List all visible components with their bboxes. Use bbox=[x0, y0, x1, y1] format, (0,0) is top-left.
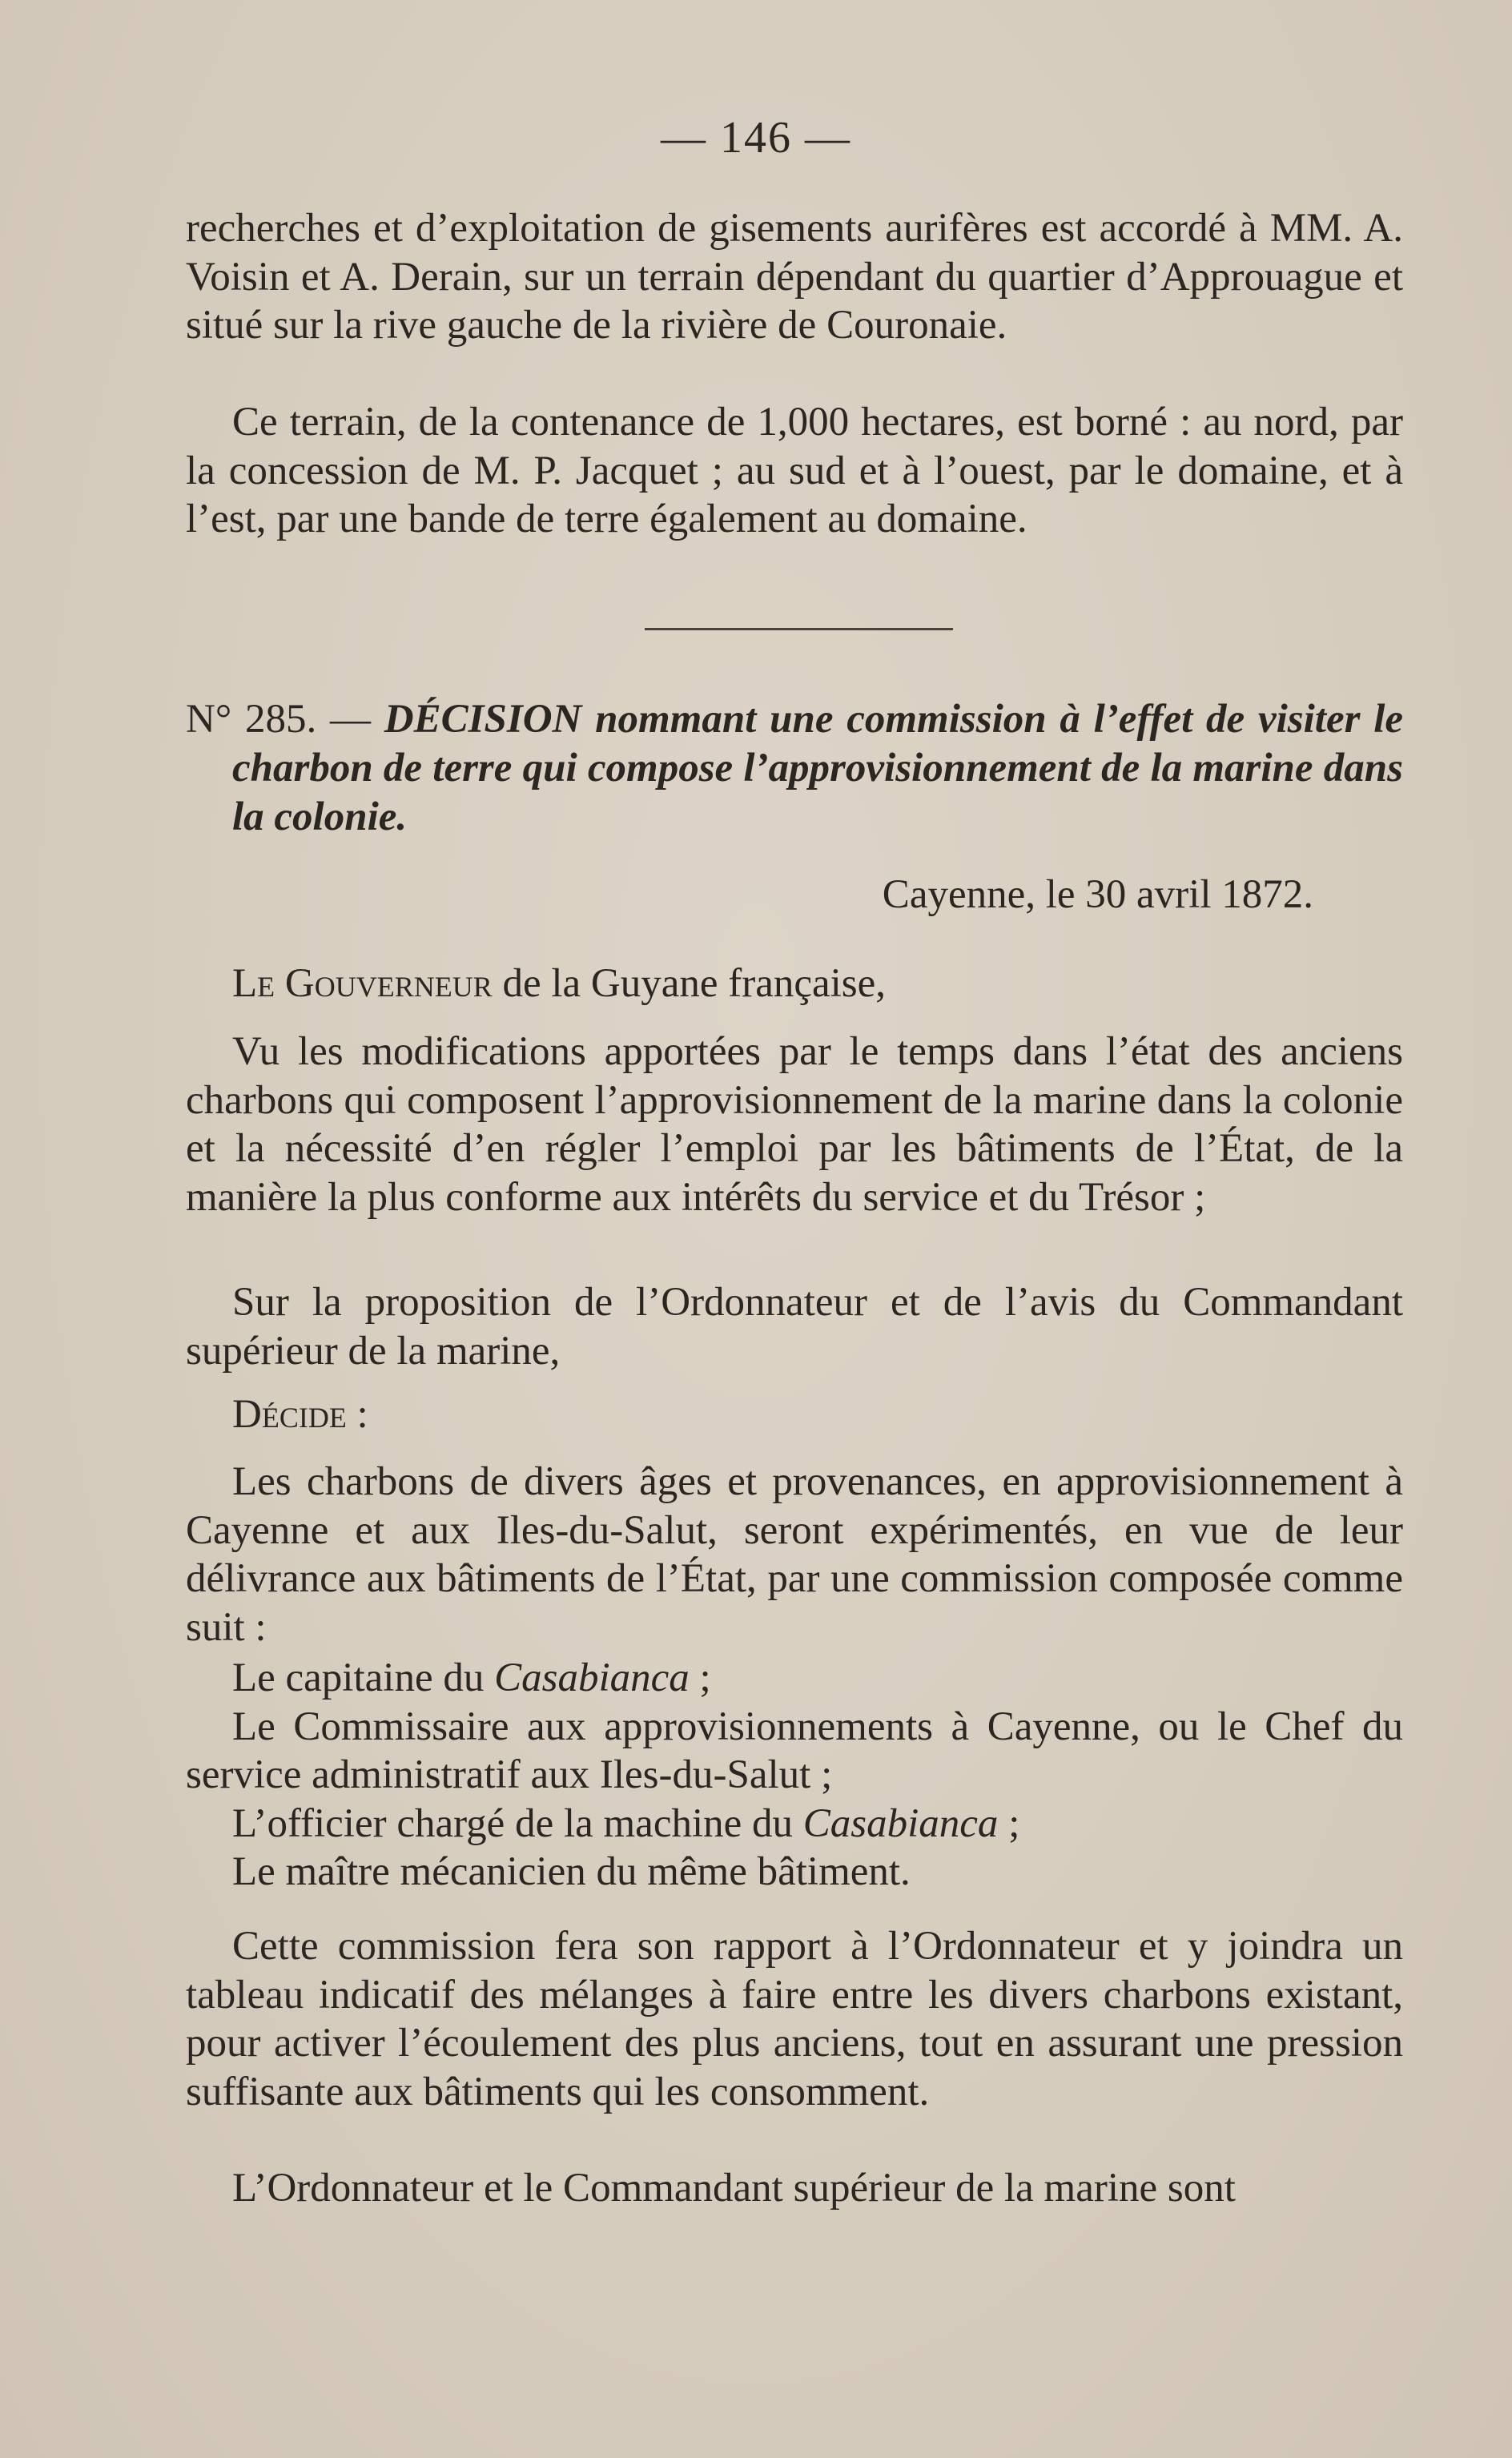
page-number: — 146 — bbox=[661, 113, 851, 163]
article-second bbox=[186, 1922, 1403, 2116]
dateline: Cayenne, le 30 avril 1872. bbox=[882, 872, 1313, 917]
boundaries-text: Ce terrain, de la contenance de 1,000 hectares, est borné : au nord, par la concession de M. P. Jacquet ; au sud et à l’ouest, par le domaine, et à l’est, par une bande de terre également au domaine. bbox=[186, 400, 1403, 541]
continuation-text: recherches et d’exploitation de gisements aurifères est accordé à MM. A. Voisin et A. Derain, sur un terrain dépendant du quartier d’Approuague et situé sur la rive gauche de la rivière de Couronaie. bbox=[186, 206, 1403, 348]
article-first-text: Les charbons de divers âges et provenances, en approvisionnement à Cayenne et aux Iles-du-Salut, seront expérimentés, en vue de leur délivrance aux bâtiments de l’État, par une commission composée comme suit : bbox=[186, 1459, 1403, 1650]
section-separator bbox=[645, 628, 953, 630]
considerant-second bbox=[186, 1278, 1403, 1375]
ship-name: Casabianca bbox=[802, 1800, 999, 1846]
continuation-paragraph bbox=[186, 204, 1403, 350]
boundaries-paragraph bbox=[186, 398, 1403, 544]
decide-line bbox=[186, 1390, 1403, 1439]
decision-number: N° 285. — bbox=[186, 697, 372, 742]
member-item: Le maître mécanicien du même bâtiment. bbox=[232, 1849, 911, 1894]
article-second-text: Cette commission fera son rapport à l’Ordonnateur et y joindra un tableau indicatif des mélanges à faire entre les divers charbons existant, pour activer l’écoulement des plus anciens, tout en assurant une pression suffisante aux bâtiments qui les consomment. bbox=[186, 1924, 1403, 2114]
governor-title: Le Gouverneur bbox=[232, 961, 493, 1006]
decision-title: DÉCISION nommant une commission à l’effet de visiter le charbon de terre qui compose l’approvisionnement de la marine dans la colonie. bbox=[232, 697, 1403, 839]
considerant-first-text: Vu les modifications apportées par le temps dans l’état des anciens charbons qui composent l’approvisionnement de la marine dans la colonie et la nécessité d’en régler l’emploi par les bâtiments de l’État, de la manière la plus conforme aux intérêts du service et du Trésor ; bbox=[186, 1029, 1403, 1220]
considerant-second-text: Sur la proposition de l’Ordonnateur et de l’avis du Commandant supérieur de la marine, bbox=[186, 1280, 1403, 1374]
commission-members bbox=[186, 1654, 1403, 1897]
article-third bbox=[186, 2164, 1403, 2213]
considerant-first bbox=[186, 1028, 1403, 1221]
decide-label: Décide : bbox=[232, 1392, 368, 1437]
decision-header bbox=[186, 695, 1403, 842]
article-third-text: L’Ordonnateur et le Commandant supérieur de la marine sont bbox=[232, 2166, 1236, 2211]
governor-line bbox=[186, 959, 1403, 1008]
member-item: Le Commissaire aux approvisionnements à Cayenne, ou le Chef du service administratif aux Iles-du-Salut ; bbox=[186, 1704, 1403, 1797]
ship-name: Casabianca bbox=[494, 1655, 690, 1700]
article-first bbox=[186, 1458, 1403, 1651]
governor-rest: de la Guyane française, bbox=[492, 961, 887, 1006]
member-item: Le capitaine du Casabianca ; bbox=[232, 1655, 711, 1700]
member-item: L’officier chargé de la machine du Casabianca ; bbox=[232, 1800, 1020, 1846]
